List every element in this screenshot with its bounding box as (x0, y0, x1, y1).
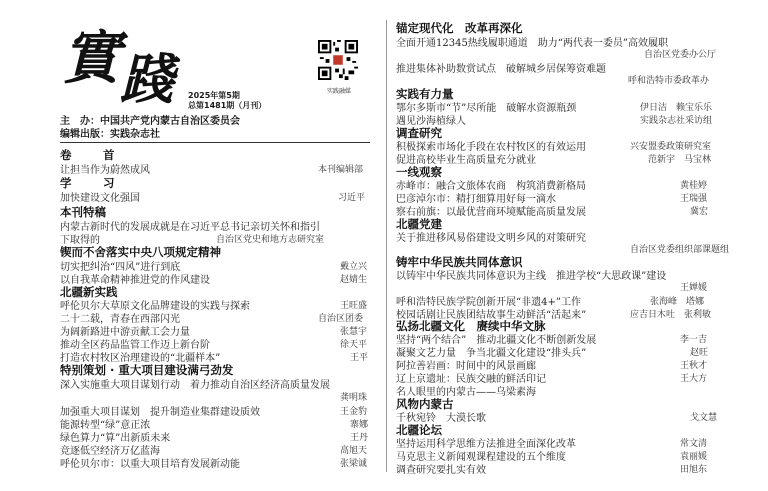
sponsor-line: 主 办：中国共产党内蒙古自治区委员会 (60, 116, 240, 127)
article-author: 袁丽媛 (680, 452, 708, 462)
article-author: 田旭东 (680, 465, 708, 475)
section-title-reform: 锚定现代化 改革再深化 (396, 21, 523, 35)
section-title-party-building: 北疆党建 (396, 217, 442, 231)
qr-code-icon[interactable] (318, 40, 358, 80)
article-title[interactable]: 推动全区药品监管工作迈上新台阶 (60, 340, 210, 351)
article-title[interactable]: 能源转型“绿”意正浓 (60, 420, 151, 431)
article-author: 寨娜 (350, 420, 369, 430)
section-title-research: 调查研究 (396, 126, 442, 140)
article-title[interactable]: 推进集体补助数赏试点 破解城乡居保筹资难题 (396, 64, 606, 75)
article-title[interactable]: 坚持运用科学思维方法推进全面深化改革 (396, 439, 576, 450)
section-title-preface: 卷 首 (60, 148, 125, 162)
masthead-divider (60, 142, 370, 143)
article-author: 高旭天 (340, 446, 368, 456)
section-title-study: 学 习 (60, 176, 125, 190)
article-title[interactable]: 二十二载，青春在西部闪光 (60, 314, 180, 325)
article-title[interactable]: 阿拉善岩画：时间中的风景画廊 (396, 361, 536, 372)
article-author: 习近平 (338, 193, 366, 203)
section-title-major-projects: 特别策划 · 重大项目建设满弓劲发 (60, 363, 234, 377)
article-author: 自治区党委办公厅 (644, 50, 717, 60)
article-author: 王婵媛 (680, 283, 708, 293)
article-title[interactable]: 呼伦贝尔大草原文化品牌建设的实践与探索 (60, 301, 250, 312)
article-title[interactable]: 内蒙古新时代的发展成就是在习近平总书记亲切关怀和指引 (60, 222, 320, 233)
article-author: 赵婧生 (340, 275, 368, 285)
article-author: 赵旺 (690, 348, 709, 358)
column-divider (386, 20, 387, 472)
article-title[interactable]: 鄂尔多斯市“节”尽所能 破解水资源瓶颈 (396, 103, 577, 114)
article-title-continued[interactable]: 下取得的 (60, 235, 100, 246)
article-author: 应吉日木吐 张利敏 (630, 310, 712, 320)
article-title[interactable]: 遇见沙海植绿人 (396, 116, 466, 127)
article-author: 冀宏 (690, 207, 709, 217)
section-title-feature: 本刊特稿 (60, 205, 106, 219)
article-author: 李一吉 (680, 335, 708, 345)
article-author: 黄桂婷 (680, 181, 708, 191)
section-title-national-unity: 铸牢中华民族共同体意识 (396, 255, 523, 269)
article-author: 王大方 (680, 374, 708, 384)
article-title[interactable]: 坚持“两个结合” 推动北疆文化不断创新发展 (396, 335, 597, 346)
article-title[interactable]: 加快建设文化强国 (60, 193, 140, 204)
article-author: 呼和浩特市委政革办 (628, 76, 710, 86)
article-author: 自治区党委组织部课题组 (630, 245, 730, 255)
article-author: 范新宇 马宝林 (648, 155, 712, 165)
article-author: 伊日洁 赖宝乐乐 (640, 103, 713, 113)
article-title[interactable]: 校园话剧让民族团结故事生动鲜活“活起来” (396, 310, 587, 321)
article-title[interactable]: 促进高校毕业生高质量充分就业 (396, 155, 536, 166)
article-author: 王丹 (350, 433, 369, 443)
article-title[interactable]: 让担当作为蔚然成风 (60, 165, 150, 176)
article-author: 兴安盟委政策研究室 (630, 142, 712, 152)
article-author: 龚明珠 (340, 393, 368, 403)
article-author: 王秋才 (680, 361, 708, 371)
article-author: 自治区团委 (318, 314, 364, 324)
article-title[interactable]: 察右前旗：以最优营商环境赋能高质量发展 (396, 207, 586, 218)
section-title-practice-power: 实践有力量 (396, 87, 454, 101)
section-title-new-practice: 北疆新实践 (60, 285, 118, 299)
article-author: 徐天平 (340, 340, 368, 350)
article-title[interactable]: 名人眼里的内蒙古——乌梁素海 (396, 387, 536, 398)
article-title[interactable]: 以自我革命精神推进党的作风建设 (60, 275, 210, 286)
article-author: 戴立兴 (340, 262, 368, 272)
article-title[interactable]: 辽上京遗址：民族交融的鲜活印记 (396, 374, 546, 385)
article-title[interactable]: 切实把纠治“四风”进行到底 (60, 262, 181, 273)
article-author: 戈文慧 (690, 413, 718, 423)
section-title-frontline: 一线观察 (396, 165, 442, 179)
article-author: 实践杂志社采访组 (640, 116, 713, 126)
article-title[interactable]: 深入实施重大项目谋划行动 着力推动自治区经济高质量发展 (60, 380, 330, 391)
article-author: 张慧宇 (340, 327, 368, 337)
article-author: 王金豹 (340, 407, 368, 417)
article-author: 王平 (350, 353, 369, 363)
article-title[interactable]: 加强重大项目谋划 提升制造业集群建设质效 (60, 407, 260, 418)
editor-line: 编辑出版：实践杂志社 (60, 129, 160, 140)
article-title[interactable]: 呼伦贝尔市：以重大项目培育发展新动能 (60, 459, 240, 470)
article-title[interactable]: 竞逐低空经济万亿蓝海 (60, 446, 160, 457)
issue-number: 2025年第5期 (188, 91, 240, 100)
article-author: 张海峰 塔娜 (650, 297, 705, 307)
article-title[interactable]: 打造农村牧区治理建设的“北疆样本” (60, 353, 221, 364)
article-author: 王旺盛 (340, 301, 368, 311)
article-author: 张梁诚 (340, 459, 368, 469)
article-author: 本刊编辑部 (318, 165, 364, 175)
article-title[interactable]: 绿色算力“算”出新质未来 (60, 433, 171, 444)
article-title[interactable]: 马克思主义新闻观课程建设的五个维度 (396, 452, 566, 463)
svg-text:踐: 踐 (120, 47, 174, 104)
issue-total: 总第1481期（月刊） (188, 101, 267, 110)
article-title[interactable]: 凝聚文艺力量 争当北疆文化建设“排头兵” (396, 348, 587, 359)
article-title[interactable]: 千秋宛铃 大漠长歌 (396, 413, 486, 424)
section-title-culture: 弘扬北疆文化 赓续中华文脉 (396, 319, 546, 333)
qr-caption: 实践融媒 (326, 88, 351, 95)
article-author: 自治区党史和地方志研究室 (216, 235, 325, 245)
magazine-logo (60, 16, 180, 104)
article-author: 常文清 (680, 439, 708, 449)
article-title[interactable]: 巴彦淖尔市：精打细算用好每一滴水 (396, 194, 556, 205)
section-title-scenery: 风物内蒙古 (396, 397, 454, 411)
article-title[interactable]: 呼和浩特民族学院创新开展“非遗4+”工作 (396, 297, 581, 308)
article-title[interactable]: 赤峰市：融合文旅体农商 构筑消费新格局 (396, 181, 586, 192)
article-title[interactable]: 调查研究要扎实有效 (396, 465, 486, 476)
svg-text:實: 實 (62, 24, 121, 92)
article-title[interactable]: 全面开通12345热线履职通道 助力“两代表一委员”高效履职 (396, 38, 669, 49)
article-author: 王瑞强 (680, 194, 708, 204)
section-title-forum: 北疆论坛 (396, 423, 442, 437)
article-title[interactable]: 积极探索市场化手段在农村牧区的有效运用 (396, 142, 586, 153)
article-title[interactable]: 以铸牢中华民族共同体意识为主线 推进学校“大思政课”建设 (396, 271, 667, 282)
article-title[interactable]: 关于推进移风易俗建设文明乡风的对策研究 (396, 233, 586, 244)
section-title-eight-rules: 锲而不舍落实中央八项规定精神 (60, 245, 221, 259)
article-title[interactable]: 为阔新路进中游贡献工会力量 (60, 327, 190, 338)
